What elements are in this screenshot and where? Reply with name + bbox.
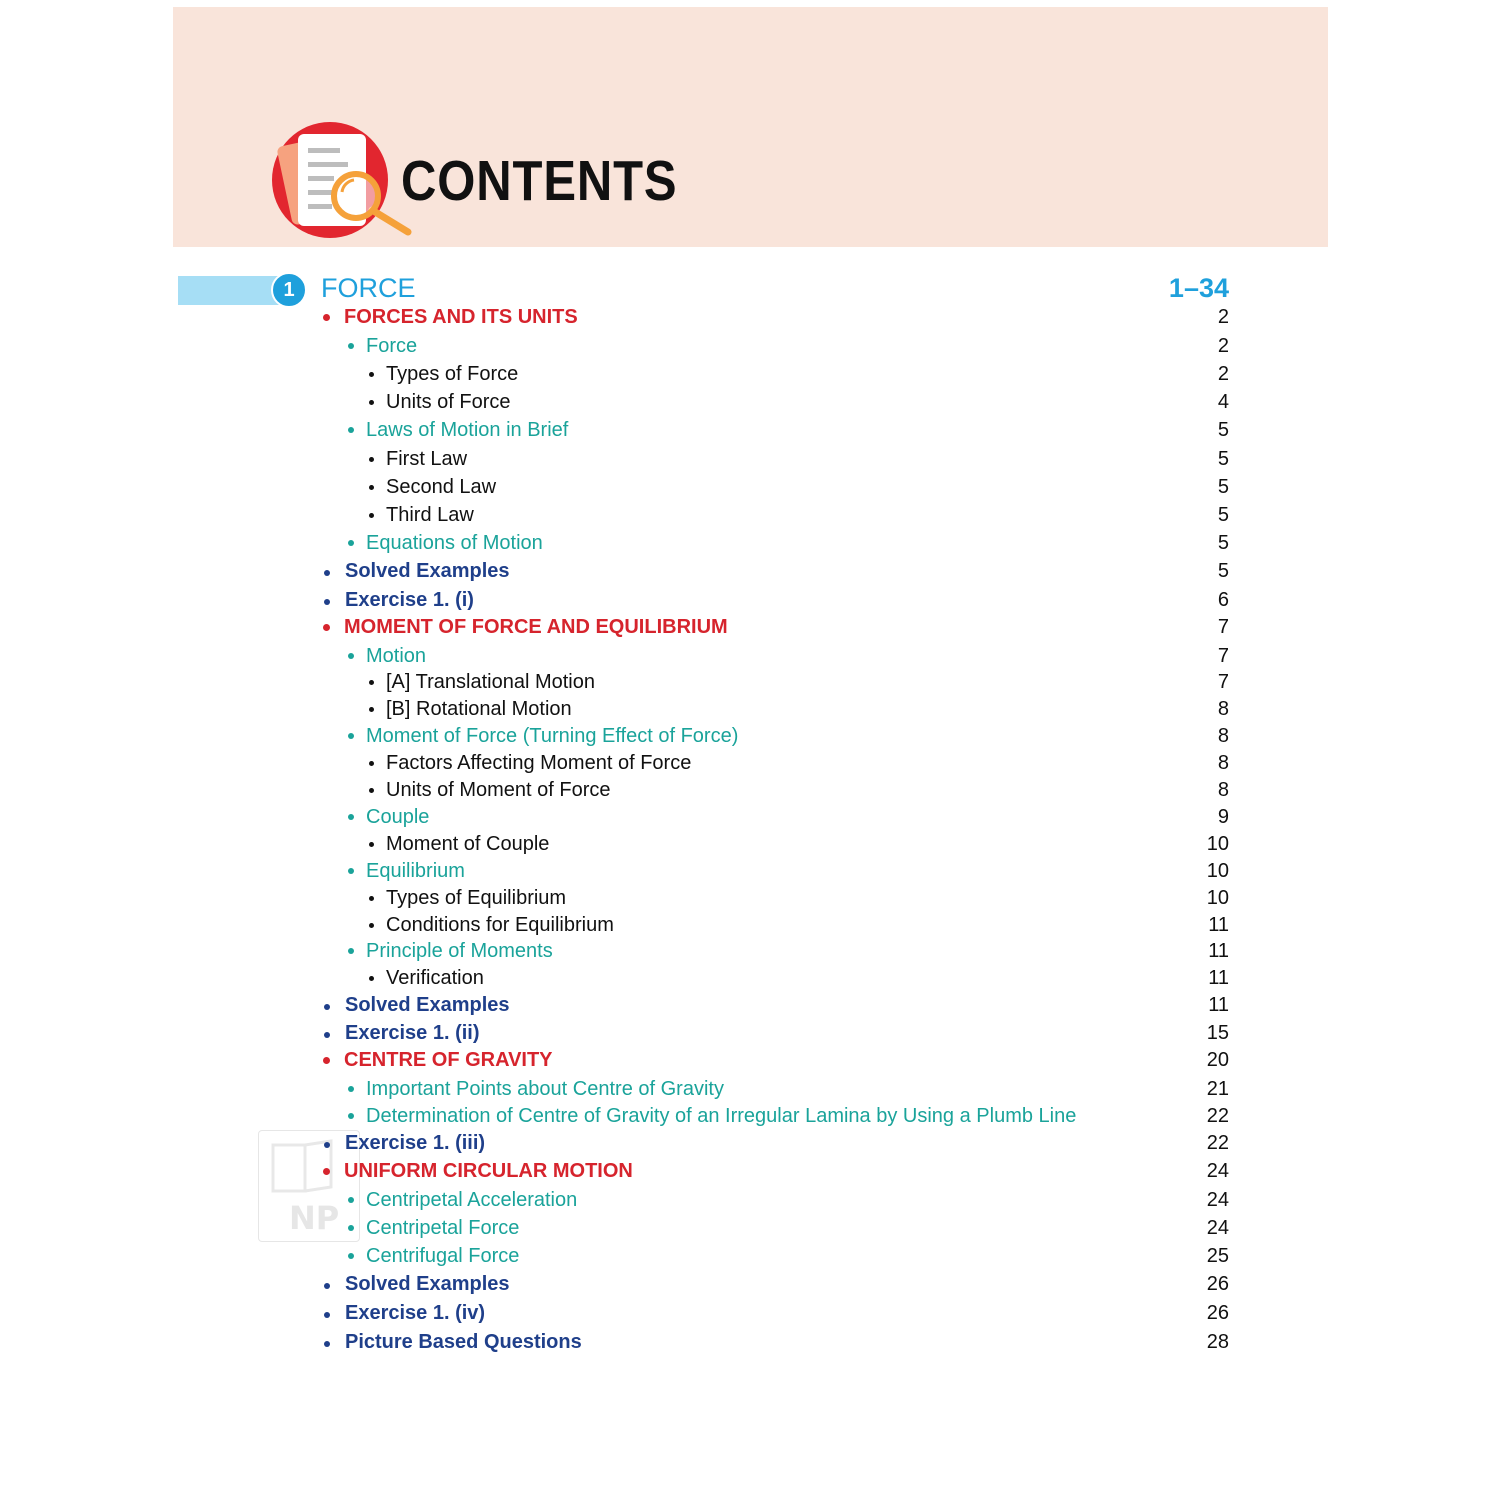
toc-entry-page: 24: [1206, 1189, 1229, 1211]
bullet-icon: [369, 788, 374, 793]
toc-entry-page: 24: [1206, 1160, 1229, 1182]
toc-entry-title: Verification: [386, 967, 484, 989]
toc-entry-exercise[interactable]: [0, 1020, 1501, 1047]
toc-entry-page: 5: [1217, 448, 1229, 470]
bullet-icon: [369, 896, 374, 901]
toc-entry-section[interactable]: [0, 1047, 1501, 1074]
toc-entry-page: 8: [1217, 752, 1229, 774]
toc-entry-topic[interactable]: [0, 938, 1501, 965]
toc-entry-exercise[interactable]: [0, 587, 1501, 614]
bullet-icon: [324, 1341, 330, 1347]
bullet-icon: [348, 1086, 354, 1092]
toc-entry-title: UNIFORM CIRCULAR MOTION: [344, 1160, 633, 1182]
toc-entry-page: 2: [1217, 335, 1229, 357]
bullet-icon: [369, 372, 374, 377]
toc-entry-exercise[interactable]: [0, 1300, 1501, 1327]
chapter-page-range: 1–34: [1168, 273, 1229, 303]
toc-entry-subtopic[interactable]: [0, 502, 1501, 529]
document-magnifier-icon: [268, 118, 418, 242]
toc-entry-title: First Law: [386, 448, 468, 470]
bullet-icon: [369, 485, 374, 490]
toc-entry-exercise[interactable]: [0, 1271, 1501, 1298]
toc-entry-topic[interactable]: [0, 643, 1501, 670]
toc-entry-exercise[interactable]: [0, 992, 1501, 1019]
toc-entry-subtopic[interactable]: [0, 831, 1501, 858]
toc-entry-title: FORCES AND ITS UNITS: [344, 306, 578, 328]
toc-entry-title: Determination of Centre of Gravity of an Irregular Lamina by Using a Plumb Line: [366, 1105, 1077, 1127]
watermark-text: NP: [289, 1199, 340, 1237]
toc-entry-subtopic[interactable]: [0, 885, 1501, 912]
chapter-number-badge: 1: [271, 272, 307, 308]
bullet-icon: [369, 976, 374, 981]
bullet-icon: [369, 923, 374, 928]
toc-entry-title: Centrifugal Force: [366, 1245, 520, 1267]
bullet-icon: [323, 1168, 330, 1175]
chapter-title[interactable]: FORCE: [321, 273, 416, 303]
toc-entry-page: 28: [1206, 1331, 1229, 1353]
toc-entry-page: 5: [1217, 532, 1229, 554]
bullet-icon: [324, 570, 330, 576]
toc-entry-title: Exercise 1. (iii): [345, 1132, 486, 1154]
toc-entry-page: 10: [1206, 887, 1229, 909]
toc-entry-topic[interactable]: [0, 1215, 1501, 1242]
toc-entry-exercise[interactable]: [0, 1329, 1501, 1356]
toc-entry-title: Principle of Moments: [366, 940, 553, 962]
bullet-icon: [324, 599, 330, 605]
bullet-icon: [323, 624, 330, 631]
toc-entry-subtopic[interactable]: [0, 389, 1501, 416]
toc-entry-title: Exercise 1. (ii): [345, 1022, 480, 1044]
toc-entry-title: Third Law: [386, 504, 474, 526]
toc-entry-topic[interactable]: [0, 1187, 1501, 1214]
bullet-icon: [369, 457, 374, 462]
toc-entry-page: 2: [1217, 306, 1229, 328]
toc-entry-page: 5: [1217, 419, 1229, 441]
bullet-icon: [323, 314, 330, 321]
toc-entry-title: Laws of Motion in Brief: [366, 419, 569, 441]
toc-entry-page: 10: [1206, 833, 1229, 855]
toc-entry-title: Moment of Force (Turning Effect of Force): [366, 725, 739, 747]
bullet-icon: [348, 343, 354, 349]
toc-entry-title: Centripetal Acceleration: [366, 1189, 578, 1211]
toc-entry-subtopic[interactable]: [0, 912, 1501, 939]
toc-entry-topic[interactable]: [0, 723, 1501, 750]
toc-entry-page: 11: [1208, 914, 1229, 936]
bullet-icon: [348, 733, 354, 739]
toc-entry-page: 24: [1206, 1217, 1229, 1239]
toc-entry-page: 11: [1208, 994, 1229, 1016]
toc-entry-topic[interactable]: [0, 1103, 1501, 1130]
toc-entry-title: Moment of Couple: [386, 833, 550, 855]
bullet-icon: [348, 540, 354, 546]
toc-entry-page: 26: [1206, 1302, 1229, 1324]
toc-entry-subtopic[interactable]: [0, 361, 1501, 388]
toc-entry-page: 25: [1206, 1245, 1229, 1267]
toc-entry-page: 21: [1206, 1078, 1229, 1100]
toc-entry-section[interactable]: [0, 614, 1501, 641]
toc-entry-topic[interactable]: [0, 333, 1501, 360]
bullet-icon: [348, 653, 354, 659]
bullet-icon: [348, 1253, 354, 1259]
toc-entry-topic[interactable]: [0, 1243, 1501, 1270]
toc-entry-section[interactable]: [0, 1158, 1501, 1185]
toc-entry-subtopic[interactable]: [0, 669, 1501, 696]
toc-entry-page: 10: [1206, 860, 1229, 882]
toc-entry-page: 22: [1206, 1105, 1229, 1127]
bullet-icon: [323, 1057, 330, 1064]
toc-entry-exercise[interactable]: [0, 1130, 1501, 1157]
toc-entry-topic[interactable]: [0, 804, 1501, 831]
bullet-icon: [369, 707, 374, 712]
toc-entry-page: 5: [1217, 560, 1229, 582]
toc-entry-title: Conditions for Equilibrium: [386, 914, 614, 936]
toc-entry-title: Exercise 1. (i): [345, 589, 474, 611]
toc-entry-page: 22: [1206, 1132, 1229, 1154]
bullet-icon: [348, 1113, 354, 1119]
page-title: CONTENTS: [401, 149, 678, 213]
bullet-icon: [348, 814, 354, 820]
toc-entry-title: Equations of Motion: [366, 532, 543, 554]
toc-entry-title: [B] Rotational Motion: [386, 698, 572, 720]
toc-entry-title: Units of Moment of Force: [386, 779, 611, 801]
bullet-icon: [324, 1004, 330, 1010]
bullet-icon: [348, 427, 354, 433]
toc-entry-page: 7: [1217, 645, 1229, 667]
toc-entry-title: Types of Force: [386, 363, 519, 385]
bullet-icon: [369, 400, 374, 405]
toc-entry-page: 11: [1208, 940, 1229, 962]
toc-entry-title: Exercise 1. (iv): [345, 1302, 486, 1324]
bullet-icon: [369, 761, 374, 766]
toc-entry-title: Factors Affecting Moment of Force: [386, 752, 692, 774]
toc-entry-title: Picture Based Questions: [345, 1331, 582, 1353]
toc-entry-title: MOMENT OF FORCE AND EQUILIBRIUM: [344, 616, 728, 638]
toc-entry-page: 7: [1217, 671, 1229, 693]
toc-entry-subtopic[interactable]: [0, 446, 1501, 473]
bullet-icon: [324, 1283, 330, 1289]
bullet-icon: [369, 680, 374, 685]
toc-entry-title: Solved Examples: [345, 560, 510, 582]
toc-entry-topic[interactable]: [0, 1076, 1501, 1103]
chapter-marker-strip: [178, 276, 282, 305]
toc-entry-page: 8: [1217, 725, 1229, 747]
toc-entry-title: Types of Equilibrium: [386, 887, 567, 909]
toc-entry-page: 8: [1217, 698, 1229, 720]
toc-entry-page: 11: [1208, 967, 1229, 989]
toc-entry-page: 15: [1206, 1022, 1229, 1044]
toc-entry-title: Second Law: [386, 476, 497, 498]
bullet-icon: [348, 1197, 354, 1203]
toc-entry-title: Solved Examples: [345, 994, 510, 1016]
toc-entry-title: [A] Translational Motion: [386, 671, 595, 693]
toc-entry-page: 2: [1217, 363, 1229, 385]
toc-entry-topic[interactable]: [0, 530, 1501, 557]
toc-entry-subtopic[interactable]: [0, 696, 1501, 723]
toc-entry-subtopic[interactable]: [0, 474, 1501, 501]
bullet-icon: [324, 1312, 330, 1318]
toc-entry-title: CENTRE OF GRAVITY: [344, 1049, 553, 1071]
toc-entry-title: Units of Force: [386, 391, 511, 413]
toc-entry-page: 4: [1217, 391, 1229, 413]
toc-entry-page: 7: [1217, 616, 1229, 638]
toc-entry-title: Important Points about Centre of Gravity: [366, 1078, 724, 1100]
toc-entry-subtopic[interactable]: [0, 777, 1501, 804]
bullet-icon: [369, 842, 374, 847]
toc-entry-page: 8: [1217, 779, 1229, 801]
toc-entry-page: 6: [1217, 589, 1229, 611]
bullet-icon: [348, 868, 354, 874]
toc-entry-subtopic[interactable]: [0, 750, 1501, 777]
bullet-icon: [348, 1225, 354, 1231]
toc-entry-page: 26: [1206, 1273, 1229, 1295]
toc-entry-title: Couple: [366, 806, 430, 828]
toc-entry-exercise[interactable]: [0, 558, 1501, 585]
toc-entry-title: Motion: [366, 645, 427, 667]
toc-entry-section[interactable]: [0, 304, 1501, 331]
bullet-icon: [369, 513, 374, 518]
toc-entry-page: 20: [1206, 1049, 1229, 1071]
toc-entry-subtopic[interactable]: [0, 965, 1501, 992]
toc-entry-page: 9: [1217, 806, 1229, 828]
toc-entry-title: Force: [366, 335, 418, 357]
toc-entry-title: Centripetal Force: [366, 1217, 520, 1239]
toc-entry-topic[interactable]: [0, 858, 1501, 885]
toc-entry-page: 5: [1217, 504, 1229, 526]
toc-entry-title: Equilibrium: [366, 860, 465, 882]
bullet-icon: [324, 1142, 330, 1148]
bullet-icon: [324, 1032, 330, 1038]
bullet-icon: [348, 948, 354, 954]
toc-entry-title: Solved Examples: [345, 1273, 510, 1295]
toc-entry-page: 5: [1217, 476, 1229, 498]
toc-entry-topic[interactable]: [0, 417, 1501, 444]
